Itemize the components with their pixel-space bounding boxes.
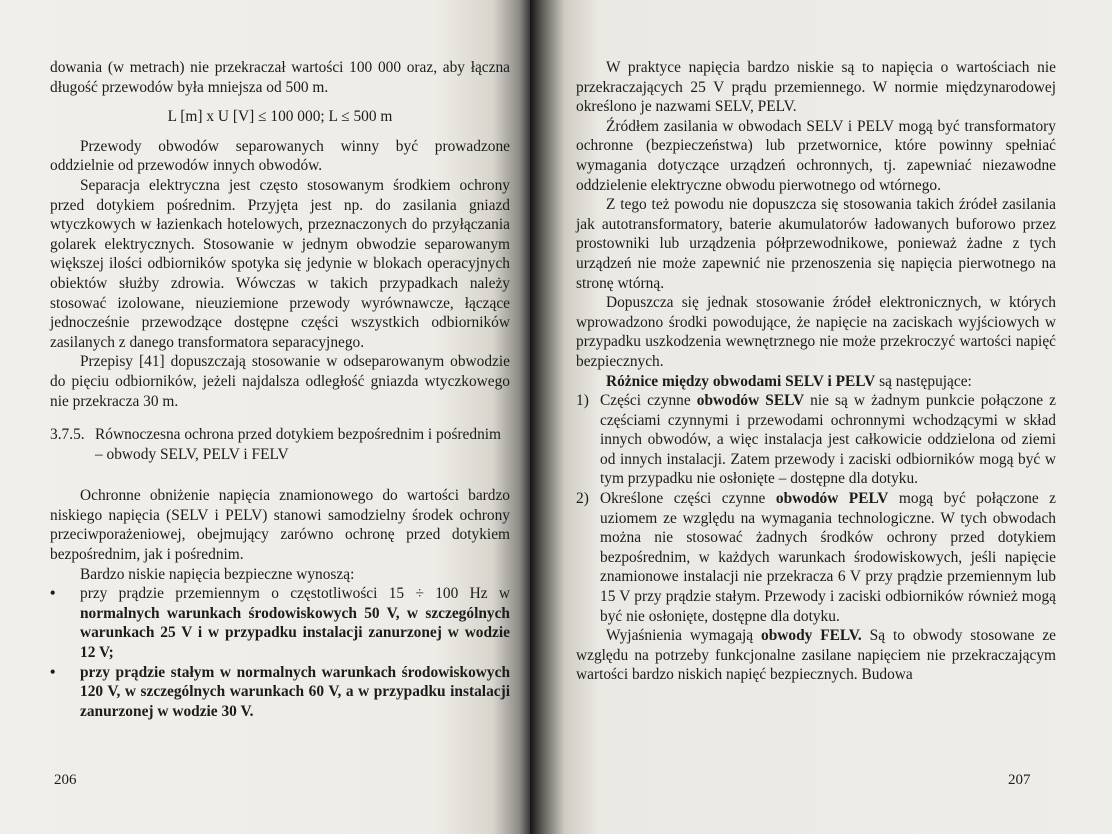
- numbered-item: [576, 391, 1056, 489]
- item-text: [600, 489, 1056, 626]
- paragraph: Przepisy [41] dopuszczają stosowanie w odseparowanym obwodzie do pięciu odbiorników, jeżeli najdalsza odległość gniazda wtyczkowego nie przekracza 30 m.: [50, 353, 510, 410]
- formula: L [m] x U [V] ≤ 100 000; L ≤ 500 m: [167, 108, 393, 126]
- item-text: [600, 391, 1056, 489]
- left-page-text: [50, 58, 510, 721]
- bullet-icon: •: [50, 663, 56, 681]
- item-number: 1): [576, 392, 589, 410]
- bullet-text-bold: normalnych warunkach środowiskowych 50 V, w szczególnych warunkach 25 V i w przypadku instalacji zanurzonej w wodzie 12 V;: [80, 604, 510, 662]
- numbered-item: [576, 489, 1056, 626]
- item-number: 2): [576, 490, 589, 508]
- bullet-text-normal: przy prądzie przemiennym o częstotliwości 15 ÷ 100 Hz w: [80, 585, 510, 603]
- section-number: 3.7.5.: [50, 426, 85, 444]
- paragraph: [576, 372, 1056, 392]
- paragraph: [576, 626, 1056, 685]
- text-run: Części czynne: [600, 392, 697, 410]
- bullet-icon: •: [50, 585, 56, 603]
- section-heading: [50, 425, 510, 464]
- paragraph: Źródłem zasilania w obwodach SELV i PELV mogą być transformatory ochronne (bezpieczeństwa) lub przetwornice, które powinny spełniać wymagania dotyczące urządzeń ochronnych, tj. zapewniać niezawodne oddzielenie elektryczne obwodu pierwotnego od wtórnego.: [576, 117, 1056, 194]
- bullet-item: [50, 663, 510, 722]
- left-page: [0, 0, 530, 834]
- right-page-text: [576, 58, 1056, 685]
- right-page: [530, 0, 1112, 834]
- text-run: Określone części czynne: [600, 490, 776, 508]
- bold-phrase: obwodów SELV: [696, 392, 805, 410]
- bullet-item: [50, 584, 510, 662]
- paragraph: Przewody obwodów separowanych winny być prowadzone oddzielnie od przewodów innych obwodów.: [50, 137, 510, 175]
- section-title: Równoczesna ochrona przed dotykiem bezpośrednim i pośrednim – obwody SELV, PELV i FELV: [95, 426, 502, 463]
- text-run: nie są w żadnym punkcie połączone z częściami czynnymi i przewodami ochronnymi wchodzącymi w skład innych obwodów, a więc instalacja jest całkowicie oddzielona od ziemi od innych instalacji. Zatem przewody i zaciski odbiorników mogą być w tym przypadku nie osłonięte – dostępne dla dotyku.: [600, 392, 1056, 488]
- text-run: Są to obwody stosowane ze względu na potrzeby funkcjonalne zasilane napięciem nie przekraczającym wartości bardzo niskich napięć bezpiecznych. Budowa: [576, 627, 1056, 684]
- text-run: są następujące:: [875, 372, 972, 390]
- paragraph: W praktyce napięcia bardzo niskie są to napięcia o wartościach nie przekraczających 25 V prądu przemiennego. W normie międzynarodowej określono je nazwami SELV, PELV.: [576, 59, 1056, 116]
- text-run: Wyjaśnienia wymagają: [606, 627, 762, 645]
- paragraph: dowania (w metrach) nie przekraczał wartości 100 000 oraz, aby łączna długość przewodów była mniejsza od 500 m.: [50, 59, 510, 96]
- paragraph: Z tego też powodu nie dopuszcza się stosowania takich źródeł zasilania jak autotransformatory, baterie akumulatorów ładowanych buforowo przez prostowniki lub urządzenia półprzewodnikowe, ponieważ żadne z tych urządzeń nie może zapewnić nie przenoszenia się napięcia pierwotnego na stronę wtórną.: [576, 196, 1056, 292]
- paragraph: Separacja elektryczna jest często stosowanym środkiem ochrony przed dotykiem pośrednim. Przyjęta jest np. do zasilania gniazd wtyczkowych w łazienkach hotelowych, przeznaczonych do przyłączania golarek elektrycznych. Stosowanie w jednym obwodzie separowanym większej ilości odbiorników spotyka się jedynie w blokach operacyjnych obiektów służby zdrowia. Wówczas w takich przypadkach należy stosować izolowane, nieuziemione przewody wyrównawcze, łączące jednocześnie przewodzące dostępne części wszystkich odbiorników zasilanych z danego transformatora separacyjnego.: [50, 176, 510, 351]
- bold-phrase: obwodów PELV: [775, 490, 889, 508]
- bold-phrase: obwody FELV.: [761, 627, 862, 645]
- page-number: 206: [54, 772, 77, 788]
- paragraph: Ochronne obniżenie napięcia znamionowego do wartości bardzo niskiego napięcia (SELV i PELV) stanowi samodzielny środek ochrony przeciwporażeniowej, obejmujący zarówno ochronę przed dotykiem bezpośrednim, jak i pośrednim.: [50, 487, 510, 564]
- bullet-text: [80, 584, 510, 662]
- paragraph: Bardzo niskie napięcia bezpieczne wynoszą:: [80, 565, 355, 583]
- bullet-text: przy prądzie stałym w normalnych warunkach środowiskowych 120 V, w szczególnych warunkach 60 V, a w przypadku instalacji zanurzonej w wodzie 30 V.: [80, 663, 510, 720]
- text-run: mogą być połączone z uziomem ze względu na wymagania technologiczne. W tych obwodach można nie stosować żadnych środków ochrony przed dotykiem bezpośrednim, w każdych warunkach środowiskowych, jeśli napięcie znamionowe instalacji nie przekracza 6 V przy prądzie przemiennym lub 15 V przy prądzie stałym. Przewody i zaciski odbiorników również mogą być nie osłonięte, dostępne dla dotyku.: [600, 490, 1056, 625]
- paragraph: Dopuszcza się jednak stosowanie źródeł elektronicznych, w których wprowadzono środki powodujące, że napięcie na zaciskach wyjściowych w przypadku uszkodzenia wewnętrznego nie może przekroczyć wartości napięć bezpiecznych.: [576, 294, 1056, 370]
- page-number: 207: [1008, 772, 1031, 788]
- bold-phrase: Różnice między obwodami SELV i PELV: [606, 372, 876, 390]
